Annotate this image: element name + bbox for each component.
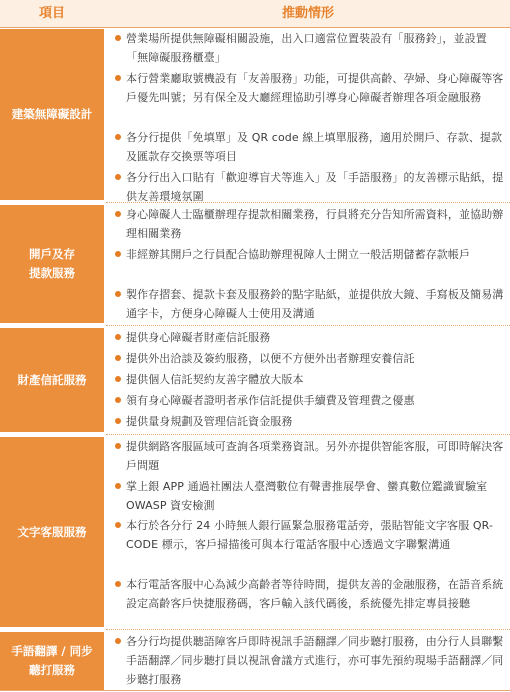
table-bottom-border [0, 690, 510, 691]
bullet-icon [115, 638, 121, 644]
item-text: 提供網路客服區域可查詢各項業務資訊。另外亦提供智能客服，可即時解決客戶問題 [126, 440, 504, 472]
item-text: 提供個人信託契約友善字體放大版本 [126, 373, 304, 386]
divider [106, 434, 510, 435]
section-label: 手語翻譯 / 同步 聽打服務 [0, 632, 104, 690]
bullet-icon [115, 134, 121, 140]
section-label: 文字客服服務 [0, 437, 104, 627]
bullet-icon [115, 355, 121, 361]
divider [106, 325, 510, 326]
section-trust-services [0, 328, 510, 432]
section-account-services [0, 205, 510, 323]
bullet-icon [115, 211, 121, 217]
bullet-icon [115, 522, 121, 528]
bullet-icon [115, 376, 121, 382]
item-text: 本行電話客服中心為減少高齡者等待時間，提供友善的金融服務，在語音系統設定高齡客戶快捷服務碼，客戶輸入該代碼後，系統優先排定專員接聽 [126, 578, 504, 610]
item-text: 身心障礙人士臨櫃辦理存提款相關業務，行員將充分告知所需資料，並協助辦理相關業務 [126, 208, 504, 240]
table-header [0, 0, 510, 28]
item-text: 製作存摺套、提款卡套及服務鈴的點字貼紙，並提供放大鏡、手寫板及簡易溝通字卡，方便身心障礙人士使用及溝通 [126, 288, 504, 320]
divider [106, 629, 510, 630]
header-item: 項目 [38, 6, 65, 21]
item-text: 提供身心障礙者財產信託服務 [126, 331, 271, 344]
bullet-icon [115, 483, 121, 489]
bullet-icon [115, 35, 121, 41]
bullet-icon [115, 334, 121, 340]
item-text: 非經辦其開戶之行員配合協助辦理視障人士開立一般活期儲蓄存款帳戶 [126, 248, 471, 261]
bullet-icon [115, 251, 121, 257]
item-text: 本行於各分行 24 小時無人銀行區緊急服務電話旁，張貼智能文字客服 QR-CODE 標示，客戶掃描後可與本行電話客服中心透過文字聯繫溝通 [126, 519, 494, 551]
bullet-icon [115, 418, 121, 424]
item-text: 營業場所提供無障礙相關設施，出入口適當位置裝設有「服務鈴」，並設置「無障礙服務櫃臺」 [126, 32, 487, 64]
item-text: 各分行提供「免填單」及 QR code 線上填單服務，適用於開戶、存款、提款及匯款存交換票等項目 [126, 131, 503, 163]
item-text: 掌上銀 APP 通過社團法人臺灣數位有聲書推展學會、蠻真數位鑑識實驗室 OWASP 資安檢測 [126, 480, 488, 512]
item-text: 各分行均提供聽語障客戶即時視訊手語翻譯／同步聽打服務，由分行人員聯繫手語翻譯／同步聽打員以視訊會議方式進行，亦可事先預約現場手語翻譯／同步聽打服務 [126, 635, 504, 686]
section-sign-language [0, 632, 510, 690]
item-text: 本行營業廳取號機設有「友善服務」功能，可提供高齡、孕婦、身心障礙等客戶優先叫號；另有保全及大廳經理協助引導身心障礙者辦理各項金融服務 [126, 72, 504, 104]
item-text: 提供量身規劃及管理信託資金服務 [126, 415, 293, 428]
section-label: 建築無障礙設計 [0, 29, 104, 200]
item-text: 各分行出入口貼有「歡迎導盲犬等進入」及「手語服務」的友善標示貼紙，提供友善環境氛圍 [126, 171, 504, 203]
bullet-icon [115, 291, 121, 297]
section-building-design [0, 29, 510, 203]
section-label: 開戶及存 提款服務 [0, 205, 104, 323]
section-text-support [0, 437, 510, 627]
bullet-icon [115, 75, 121, 81]
section-label: 財產信託服務 [0, 328, 104, 432]
item-text: 領有身心障礙者證明者承作信託提供手續費及管理費之優惠 [126, 394, 415, 407]
header-status: 推動情形 [281, 6, 334, 21]
item-text: 提供外出洽談及簽約服務，以便不方便外出者辦理安養信託 [126, 352, 415, 365]
bullet-icon [115, 397, 121, 403]
bullet-icon [115, 443, 121, 449]
bullet-icon [115, 174, 121, 180]
divider [106, 202, 510, 203]
bullet-icon [115, 581, 121, 587]
